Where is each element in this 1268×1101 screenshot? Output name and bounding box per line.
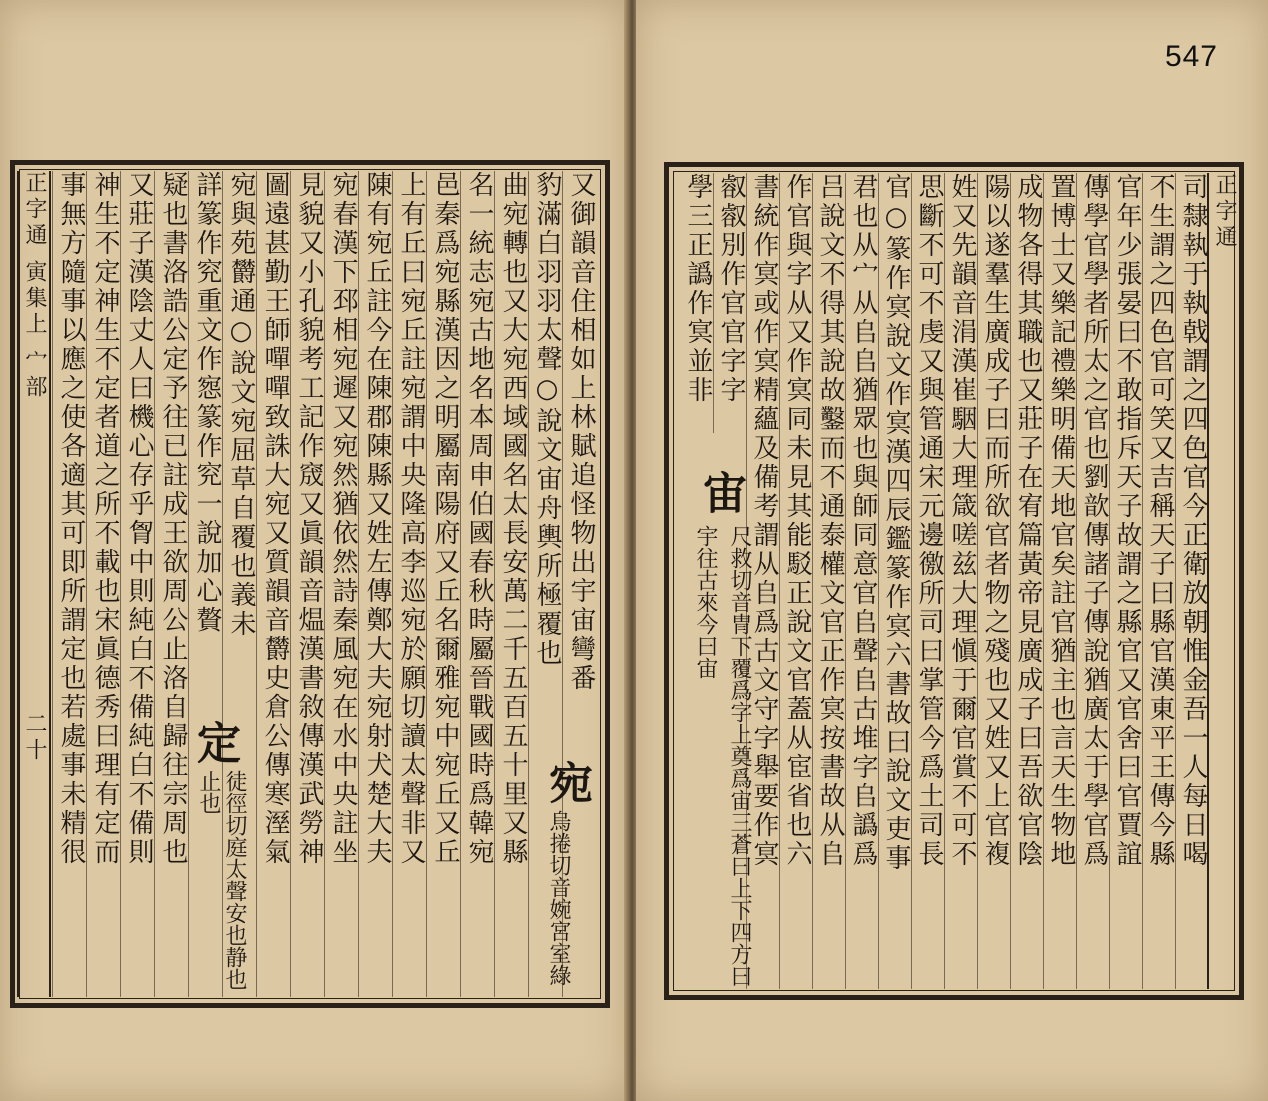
- head-character-reading: 徒徑切庭太聲安也静也止也: [196, 770, 247, 990]
- right-column: 陽以遂羣生廣成子曰而所欲官者物之殘也又姓又上官複: [977, 173, 1011, 989]
- right-column: 司隸執于執戟謂之四色官今正衛放朝惟金吾一人每日喝: [1175, 173, 1209, 989]
- left-column: 豹滿白羽羽太聲○說文宙舟輿所極覆也: [528, 171, 563, 997]
- right-column: 置博士又樂記禮樂明備天地官矣註官猶主也言天生物地: [1043, 173, 1077, 989]
- right-column: 姓又先韻音涓漢崔駰大理箴嗟兹大理愼于爾官賞不可不: [944, 173, 978, 989]
- head-character-reading: 烏捲切音婉宮室綠: [546, 810, 571, 986]
- left-fold-margin: [17, 171, 51, 997]
- right-column: 官○篆作㝠說文作㝠漢四辰鑑篆作㝠六書故曰說文吏事: [878, 173, 912, 989]
- right-column: 作官與字从又作㝠同未見其能駁正說文官蓋从宦省也六: [779, 173, 813, 989]
- right-column: 成物各得其職也又莊子在宥篇黃帝見廣成子曰吾欲官陰: [1010, 173, 1044, 989]
- fold-title: 正字通: [1212, 173, 1237, 251]
- left-column: 名一統志宛古地名本周申伯國春秋時屬晉戰國時爲韓宛: [460, 171, 495, 997]
- fold-radical: 宀部: [22, 349, 47, 401]
- left-column: 邑秦爲宛縣漢因之明屬南陽府又丘名爾雅宛中宛丘又丘: [426, 171, 461, 997]
- left-column: 見貌又小孔貌考工記作窚又眞韻音煴漢書敘傳漢武勞神: [290, 171, 325, 997]
- head-character-reading: 尺救切音冑下覆爲字上奠爲宙三蒼曰上下四方曰宇往古來今曰宙: [693, 525, 752, 987]
- right-page: [636, 0, 1268, 1101]
- left-column: 上有丘曰宛丘註宛謂中央隆高李巡宛於願切讀太聲非又: [392, 171, 427, 997]
- left-column: 神生不定神生不定者道之所不載也宋眞德秀曰理有定而: [86, 171, 121, 997]
- head-character: 宛: [541, 760, 592, 804]
- right-column: 㕡㕡別作官官字字: [713, 173, 747, 433]
- left-page: [0, 0, 628, 1101]
- right-column: 書統作㝠或作㝠精蘊及備考謂从𠂤爲古文守字舉要作㝠: [746, 173, 780, 989]
- page-number: 547: [1164, 40, 1218, 73]
- right-column: 學三正譌作㝠並非: [683, 173, 713, 405]
- left-column: 詳篆作䆓重文作惌篆作䆓一說加心贅: [188, 171, 223, 997]
- left-column: 曲宛轉也又大宛西域國名太長安萬二千五百五十里又縣: [494, 171, 529, 997]
- right-column: 官年少張晏曰不敢指斥天子故謂之縣官又官舍曰官賈誼: [1109, 173, 1143, 989]
- left-column: 疑也書洛誥公定予往已註成王欲周公止洛自歸往宗周也: [154, 171, 189, 997]
- left-column: 陳有宛丘註今在陳郡陳縣又姓左傳鄭大夫宛射犬楚大夫: [358, 171, 393, 997]
- right-fold-margin: [1207, 173, 1241, 989]
- right-column: 不生謂之四色官可笑又吉稱天子曰縣官漢東平王傳今縣: [1142, 173, 1176, 989]
- right-column: 傳學官學者所太之官也劉歆傳諸子傳說猶廣太于學官爲: [1076, 173, 1110, 989]
- left-column: 又御韻音住相如上林賦追怪物出宇宙彎番: [562, 171, 597, 997]
- left-column: 宛與苑欝通○說文宛屈草自覆也義未: [222, 171, 257, 997]
- fold-section: 寅集上: [22, 260, 47, 338]
- right-column: 吕說文不得其說故鑿而不通泰權文官正作㝠按書故从𠂤: [812, 173, 846, 989]
- head-character: 定: [189, 720, 240, 764]
- left-column: 圖遠甚勤王師嘽嘽致誅大宛又質韻音欝史倉公傳寒溼氣: [256, 171, 291, 997]
- fold-leaf-number: 二十: [22, 712, 47, 764]
- fold-title: 正字通: [22, 171, 47, 249]
- left-column: 事無方隨事以應之使各適其可即所謂定也若處事未精很: [52, 171, 87, 997]
- left-column: 宛春漢下邳相宛遲又宛然猶依然詩秦風宛在水中央註坐: [324, 171, 359, 997]
- head-character: 宙: [695, 470, 746, 514]
- right-column: 思斷不可不虔又與管通宋元邊徼所司曰掌管今爲土司長: [911, 173, 945, 989]
- left-text-frame: [10, 160, 610, 1008]
- right-column: 君也从宀从𠂤𠂤猶眾也與師同意官𠂤聲𠂤古堆字𠂤譌爲: [845, 173, 879, 989]
- left-column: 又莊子漢陰丈人曰機心存乎胷中則純白不備純白不備則: [120, 171, 155, 997]
